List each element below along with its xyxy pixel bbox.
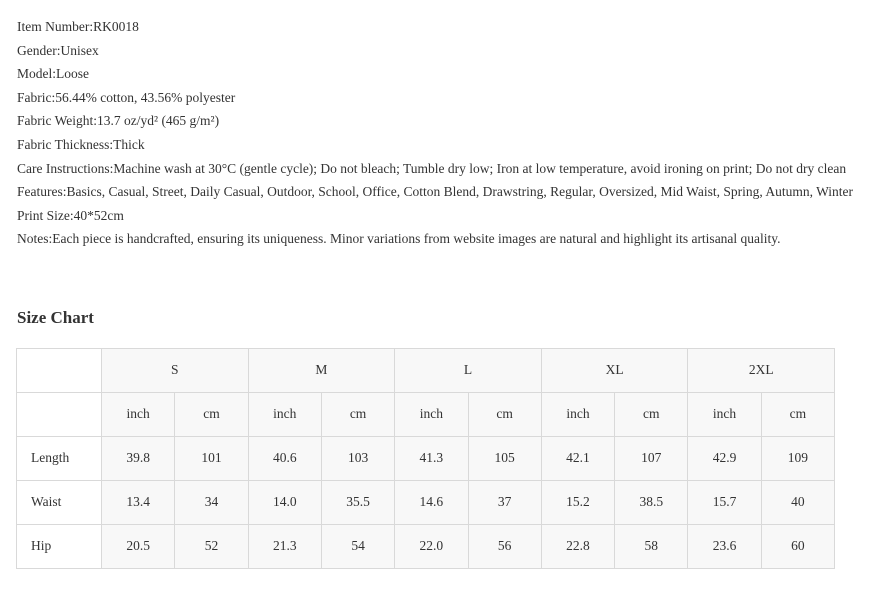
size-header-m: M: [248, 348, 395, 392]
value-cell: 39.8: [102, 436, 175, 480]
value-cell: 56: [468, 524, 541, 568]
unit-header-inch: inch: [395, 392, 468, 436]
value-cell: 35.5: [321, 480, 394, 524]
value-cell: 42.9: [688, 436, 761, 480]
value-cell: 42.1: [541, 436, 614, 480]
product-details: [0, 0, 895, 251]
value-cell: 60: [761, 524, 834, 568]
value-cell: 107: [615, 436, 688, 480]
size-header-xl: XL: [541, 348, 688, 392]
detail-features: Features:Basics, Casual, Street, Daily Casual, Outdoor, School, Office, Cotton Blend, Drawstring, Regular, Oversized, Mid Waist, Spring, Autumn, Winter: [17, 184, 854, 200]
value-cell: 101: [175, 436, 248, 480]
value-cell: 14.6: [395, 480, 468, 524]
value-cell: 21.3: [248, 524, 321, 568]
value-cell: 15.2: [541, 480, 614, 524]
detail-model: Model:Loose: [17, 66, 89, 82]
value-cell: 20.5: [102, 524, 175, 568]
measurement-row-waist: [17, 480, 835, 524]
value-cell: 15.7: [688, 480, 761, 524]
row-label-hip: Hip: [17, 524, 102, 568]
unit-header-cm: cm: [321, 392, 394, 436]
unit-header-inch: inch: [688, 392, 761, 436]
size-header-s: S: [102, 348, 249, 392]
detail-gender: Gender:Unisex: [17, 42, 99, 58]
detail-fabric: Fabric:56.44% cotton, 43.56% polyester: [17, 89, 236, 105]
row-label-length: Length: [17, 436, 102, 480]
unit-header-inch: inch: [541, 392, 614, 436]
unit-header-inch: inch: [248, 392, 321, 436]
value-cell: 14.0: [248, 480, 321, 524]
corner-cell: [17, 392, 102, 436]
size-chart-heading: Size Chart: [17, 307, 94, 327]
value-cell: 103: [321, 436, 394, 480]
unit-header-cm: cm: [468, 392, 541, 436]
measurement-row-length: [17, 436, 835, 480]
size-chart-table: [16, 348, 835, 569]
value-cell: 13.4: [102, 480, 175, 524]
unit-header-inch: inch: [102, 392, 175, 436]
value-cell: 38.5: [615, 480, 688, 524]
size-header-2xl: 2XL: [688, 348, 835, 392]
corner-cell: [17, 348, 102, 392]
measurement-row-hip: [17, 524, 835, 568]
value-cell: 40: [761, 480, 834, 524]
value-cell: 23.6: [688, 524, 761, 568]
value-cell: 22.8: [541, 524, 614, 568]
size-header-l: L: [395, 348, 542, 392]
row-label-waist: Waist: [17, 480, 102, 524]
detail-fabric-thickness: Fabric Thickness:Thick: [17, 136, 145, 152]
value-cell: 105: [468, 436, 541, 480]
unit-header-cm: cm: [175, 392, 248, 436]
detail-print-size: Print Size:40*52cm: [17, 207, 124, 223]
unit-header-cm: cm: [615, 392, 688, 436]
value-cell: 58: [615, 524, 688, 568]
detail-item-number: Item Number:RK0018: [17, 19, 139, 34]
value-cell: 41.3: [395, 436, 468, 480]
detail-care-instructions: Care Instructions:Machine wash at 30°C (gentle cycle); Do not bleach; Tumble dry low; Iron at low temperature, avoid ironing on print; Do not dry clean: [17, 160, 847, 176]
detail-notes: Notes:Each piece is handcrafted, ensuring its uniqueness. Minor variations from website images are natural and highlight its artisanal quality.: [17, 231, 781, 247]
unit-header-cm: cm: [761, 392, 834, 436]
value-cell: 34: [175, 480, 248, 524]
detail-fabric-weight: Fabric Weight:13.7 oz/yd² (465 g/m²): [17, 113, 220, 129]
unit-header-row: [17, 392, 835, 436]
value-cell: 37: [468, 480, 541, 524]
value-cell: 22.0: [395, 524, 468, 568]
value-cell: 54: [321, 524, 394, 568]
value-cell: 52: [175, 524, 248, 568]
size-header-row: [17, 348, 835, 392]
value-cell: 109: [761, 436, 834, 480]
value-cell: 40.6: [248, 436, 321, 480]
